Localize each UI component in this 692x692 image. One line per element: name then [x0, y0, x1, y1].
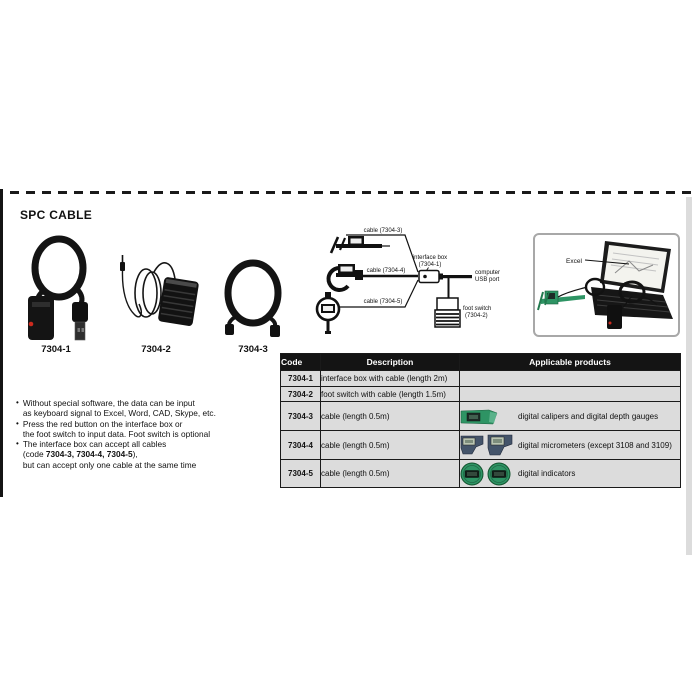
- caliper-sketch: [331, 236, 390, 253]
- product-photo-7304-2: [110, 252, 202, 332]
- diagram-label-usb-port: USB port: [475, 277, 500, 283]
- diagram-label-cable-7304-3: cable (7304-3): [363, 228, 403, 234]
- diagram-label-interface-box: interface box: [412, 255, 448, 261]
- diagram-label-cable-7304-4: cable (7304-4): [366, 268, 406, 274]
- note-software: • Without special software, the data can be input as keyboard signal to Excel, Word, CAD, Skype, etc.: [16, 398, 216, 419]
- micrometer-sketch: [329, 264, 363, 290]
- notes-list: [16, 398, 282, 470]
- table-row: [281, 402, 681, 431]
- usb-connector: [72, 302, 88, 322]
- bullet-marker: •: [16, 439, 19, 449]
- foot-switch-sketch: [435, 298, 460, 327]
- interface-box-sketch: [419, 271, 472, 299]
- cell-applicable: [460, 402, 681, 431]
- header-code: Code: [281, 354, 321, 371]
- table-header-row: [281, 354, 681, 371]
- cell-code: 7304-3: [281, 402, 321, 431]
- green-caliper: [538, 291, 585, 310]
- connection-diagram: [292, 220, 532, 350]
- digital-caliper-icon: [460, 408, 498, 425]
- table-row: [281, 371, 681, 387]
- product-photo-7304-3: [220, 256, 286, 338]
- page-title: SPC CABLE: [20, 208, 93, 222]
- usb-cable: [443, 275, 472, 278]
- cable-connector: [270, 325, 280, 337]
- product-code-label: 7304-1: [41, 344, 71, 355]
- cell-description: cable (length 0.5m): [321, 460, 460, 488]
- diagram-label-foot-switch: foot switch: [463, 306, 492, 312]
- header-applicable-products: Applicable products: [460, 354, 681, 371]
- bullet-marker: •: [16, 418, 19, 428]
- cable-connector: [225, 324, 234, 335]
- note-cables: • The interface box can accept all cables (code 7304-3, 7304-4, 7304-5), but can accept only one cable at the same time: [16, 439, 197, 470]
- bullet-marker: •: [16, 398, 19, 407]
- cell-description: cable (length 0.5m): [321, 431, 460, 460]
- left-edge-rule: [0, 189, 3, 497]
- diagram-label-computer: computer: [475, 270, 501, 276]
- spec-table: [280, 353, 681, 488]
- note-red-button: • Press the red button on the interface box or the foot switch to input data. Foot switch is optional: [16, 418, 211, 439]
- excel-label: Excel: [566, 258, 582, 265]
- laptop-sketch: [591, 241, 673, 319]
- product-photo-7304-1: [22, 228, 90, 344]
- interface-box: [607, 305, 622, 329]
- cell-description: foot switch with cable (length 1.5m): [321, 387, 460, 402]
- indicator-sketch: [317, 292, 339, 334]
- red-button: [29, 322, 34, 327]
- diagram-label-cable-7304-5: cable (7304-5): [363, 299, 403, 305]
- cell-applicable: [460, 387, 681, 402]
- header-description: Description: [321, 354, 460, 371]
- application-photo: [533, 233, 680, 337]
- top-dashed-divider: [10, 191, 692, 194]
- digital-micrometer-icon: [460, 435, 484, 455]
- applicable-text: digital micrometers (except 3108 and 3109): [518, 440, 672, 450]
- cell-code: 7304-4: [281, 431, 321, 460]
- digital-indicator-icon: [460, 462, 484, 486]
- cell-applicable: [460, 460, 681, 488]
- product-code-label: 7304-2: [141, 344, 171, 355]
- cell-applicable: [460, 371, 681, 387]
- applicable-text: digital indicators: [518, 469, 576, 478]
- table-row: [281, 387, 681, 402]
- digital-indicator-icon: [487, 462, 511, 486]
- foot-pedal: [158, 277, 200, 327]
- digital-micrometer-icon: [487, 434, 513, 456]
- table-row: [281, 460, 681, 488]
- cell-description: cable (length 0.5m): [321, 402, 460, 431]
- product-code-label: 7304-3: [238, 344, 268, 355]
- diagram-label-foot-switch-code: (7304-2): [465, 313, 488, 319]
- table-row: [281, 431, 681, 460]
- applicable-text: digital calipers and digital depth gauges: [518, 411, 659, 421]
- cell-code: 7304-1: [281, 371, 321, 387]
- cell-code: 7304-2: [281, 387, 321, 402]
- page-edge-shadow: [686, 197, 692, 555]
- cell-code: 7304-5: [281, 460, 321, 488]
- jack-plug: [120, 262, 125, 271]
- cell-applicable: [460, 431, 681, 460]
- diagram-label-interface-box-code: (7304-1): [418, 262, 442, 268]
- cell-description: interface box with cable (length 2m): [321, 371, 460, 387]
